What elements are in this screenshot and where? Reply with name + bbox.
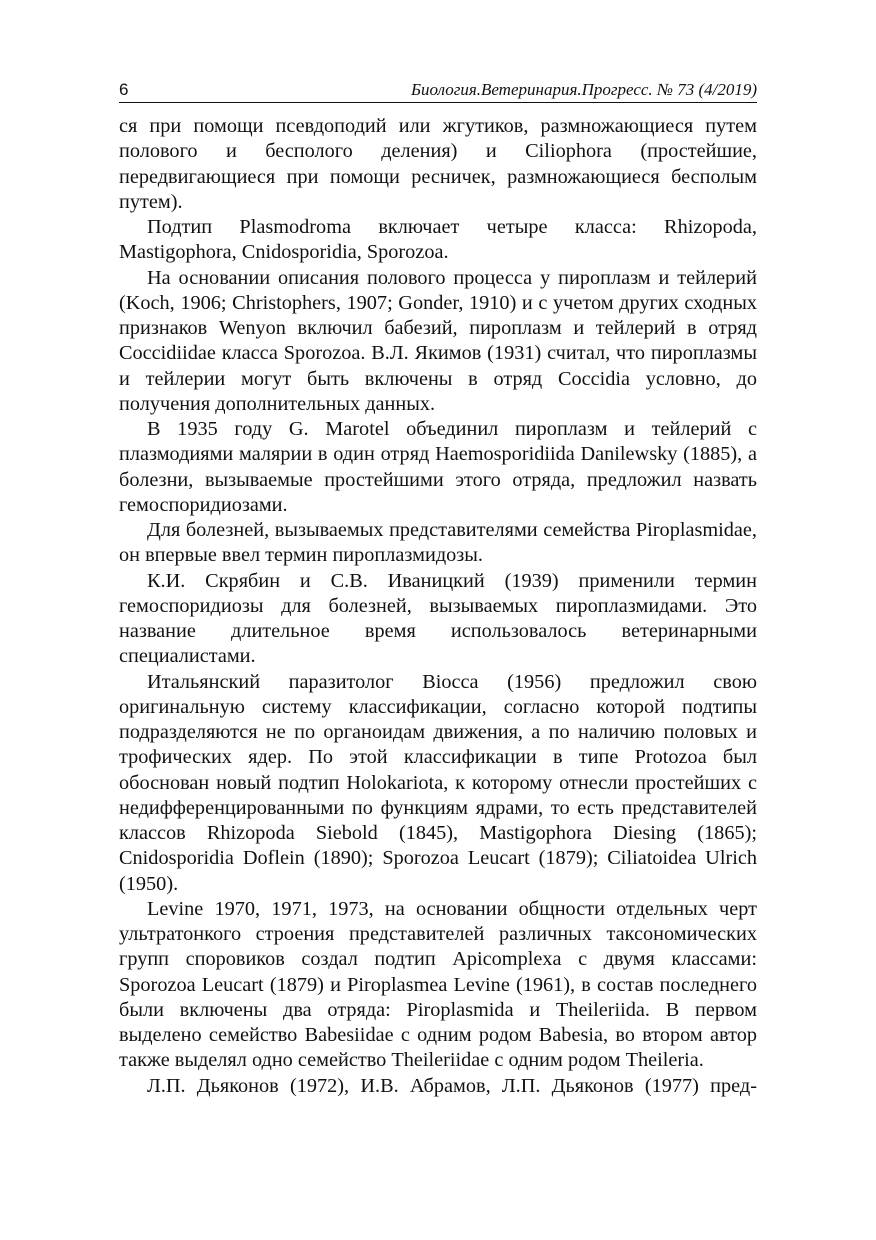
page-header (119, 78, 757, 103)
paragraph-marotel: В 1935 году G. Marotel объединил пироплазм и тейлерий с плазмодиями малярии в один отряд Haemosporidiida Danilewsky (1885), а болезни, вызываемые простейшими этого отряда, предложил назвать гемоспоридиозами. (119, 418, 757, 516)
paragraph-continuation: ся при помощи псевдоподий или жгутиков, размножающиеся путем полового и бесполого деления) и Ciliophora (простейшие, передвигающиеся при помощи ресничек, размножающиеся бесполым путем). (119, 115, 757, 213)
page-number: 6 (119, 80, 129, 99)
paragraph-piroplasmidosis-term: Для болезней, вызываемых представителями семейства Piroplasmidae, он впервые ввел термин пироплазмидозы. (119, 519, 757, 567)
journal-running-head: Биология.Ветеринария.Прогресс. № 73 (4/2019) (410, 80, 757, 99)
paragraph-levine: Levine 1970, 1971, 1973, на основании общности отдельных черт ультратонкого строения представителей различных таксономических групп споровиков создал подтип Apicomplexa с двумя классами: Sporozoa Leucart (1879) и Piroplasmea Levine (1961), в состав последнего были включены два отряда: Piroplasmida и Theileriida. В первом выделено семейство Babesiidae с одним родом Babesia, во втором автор также выделял одно семейство Theileriidae с одним родом Theileria. (119, 897, 757, 1072)
paragraph-wenyon-classification: На основании описания полового процесса у пироплазм и тейлерий (Koch, 1906; Christophers, 1907; Gonder, 1910) и с учетом других сходных признаков Wenyon включил бабезий, пироплазм и тейлерий в отряд Coccidiidae класса Sporozoa. В.Л. Якимов (1931) считал, что пироплазмы и тейлерии могут быть включены в отряд Coccidia условно, до получения дополнительных данных. (119, 266, 757, 415)
paragraph-plasmodroma: Подтип Plasmodroma включает четыре класса: Rhizopoda, Mastigophora, Cnidosporidia, Sporozoa. (119, 216, 757, 264)
paragraph-skryabin: К.И. Скрябин и С.В. Иваницкий (1939) применили термин гемоспоридиозы для болезней, вызываемых пироплазмидами. Это название длительное время использовалось ветеринарными специалистами. (119, 569, 757, 668)
article-body (119, 114, 757, 1099)
paragraph-biocca: Итальянский паразитолог Biocca (1956) предложил свою оригинальную систему классификации, согласно которой подтипы подразделяются не по органоидам движения, а по наличию половых и трофических ядер. По этой классификации в типе Protozoa был обоснован новый подтип Holokariota, к которому отнесли простейших с недифференцированными по функциям ядрами, то есть представителей классов Rhizopoda Siebold (1845), Mastigophora Diesing (1865); Cnidosporidia Doflein (1890); Sporozoa Leucart (1879); Ciliatoidea Ulrich (1950). (119, 670, 757, 895)
paragraph-dyakonov: Л.П. Дьяконов (1972), И.В. Абрамов, Л.П. Дьяконов (1977) пред- (147, 1074, 757, 1097)
